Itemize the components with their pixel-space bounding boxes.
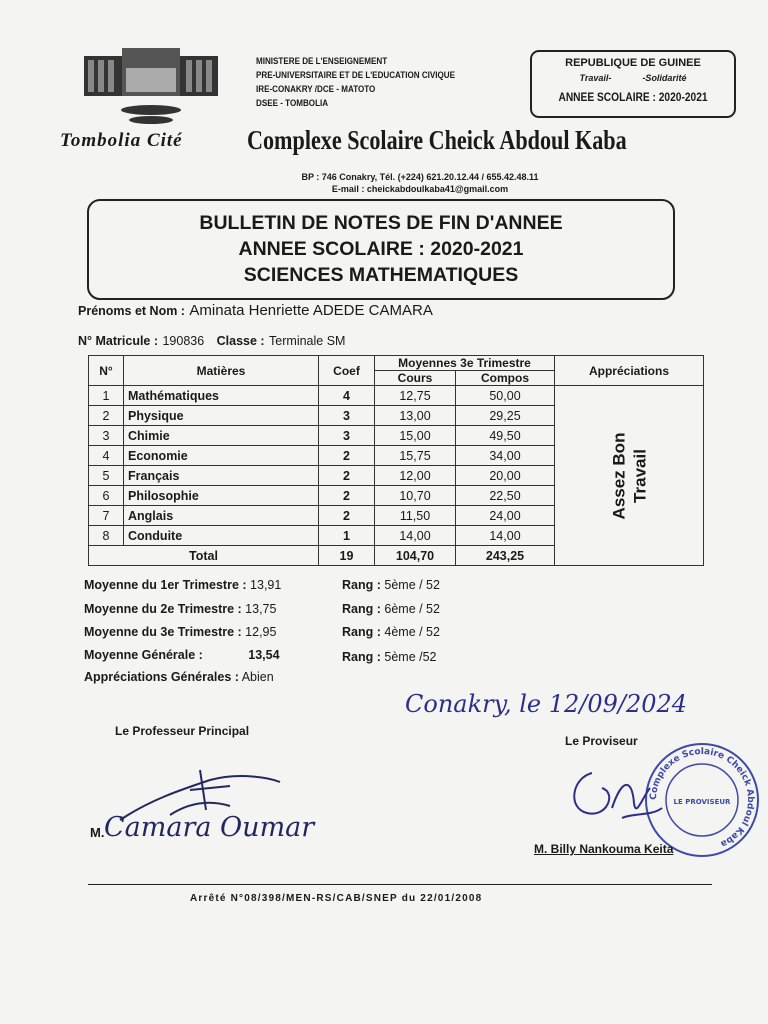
- row-matiere: Physique: [124, 406, 319, 426]
- row-matiere: Mathématiques: [124, 386, 319, 406]
- professor-label: Le Professeur Principal: [115, 724, 250, 738]
- header-moyennes: Moyennes 3e Trimestre: [375, 356, 555, 371]
- school-logo: [80, 48, 222, 126]
- contact-line: BP : 746 Conakry, Tél. (+224) 621.20.12.44 / 655.42.48.11: [301, 172, 539, 182]
- row-coef: 3: [319, 406, 375, 426]
- row-matiere: Conduite: [124, 526, 319, 546]
- classe-label: Classe :: [216, 334, 265, 348]
- footer-divider: [88, 884, 712, 885]
- header-compos: Compos: [456, 371, 555, 386]
- trimester-label: Moyenne Générale :: [84, 648, 203, 662]
- row-cours: 12,75: [375, 386, 456, 406]
- row-no: 3: [89, 426, 124, 446]
- title-line-3: SCIENCES MATHEMATIQUES: [243, 264, 519, 286]
- row-no: 6: [89, 486, 124, 506]
- row-coef: 2: [319, 466, 375, 486]
- row-matiere: Philosophie: [124, 486, 319, 506]
- stamp-ring-text: Complexe Scolaire Cheick Abdoul Kaba: [648, 746, 756, 849]
- header-matieres: Matières: [124, 356, 319, 386]
- footer-decree: Arrêté N°08/398/MEN-RS/CAB/SNEP du 22/01/2008: [190, 893, 483, 904]
- row-no: 2: [89, 406, 124, 426]
- trimester-1-line: [84, 578, 281, 592]
- trimester-label: Moyenne du 2e Trimestre :: [84, 602, 242, 616]
- stamp-center-text: LE PROVISEUR: [673, 798, 731, 806]
- row-compos: 34,00: [456, 446, 555, 466]
- contact-info: [240, 171, 600, 195]
- row-no: 4: [89, 446, 124, 466]
- total-label: Total: [89, 546, 319, 566]
- row-cours: 14,00: [375, 526, 456, 546]
- row-cours: 12,00: [375, 466, 456, 486]
- row-no: 7: [89, 506, 124, 526]
- general-average-rank: [342, 650, 437, 664]
- row-compos: 50,00: [456, 386, 555, 406]
- student-name: Aminata Henriette ADEDE CAMARA: [189, 302, 433, 319]
- row-no: 5: [89, 466, 124, 486]
- row-compos: 14,00: [456, 526, 555, 546]
- professor-name-prefix: M.: [90, 825, 105, 840]
- rang-label: Rang :: [342, 578, 381, 592]
- ministry-line: IRE-CONAKRY /DCE - MATOTO: [256, 84, 376, 95]
- row-matiere: Français: [124, 466, 319, 486]
- trimester-3-line: [84, 625, 276, 639]
- classe-value: Terminale SM: [269, 334, 346, 348]
- table-row: [89, 386, 704, 406]
- trimester-value: 13,75: [245, 602, 277, 616]
- rang-label: Rang :: [342, 602, 381, 616]
- row-compos: 29,25: [456, 406, 555, 426]
- row-matiere: Economie: [124, 446, 319, 466]
- principal-signature: [562, 758, 672, 838]
- row-coef: 1: [319, 526, 375, 546]
- row-compos: 24,00: [456, 506, 555, 526]
- principal-label: Le Proviseur: [565, 734, 638, 748]
- appreciation-line-1: Assez Bon: [608, 432, 628, 519]
- row-compos: 22,50: [456, 486, 555, 506]
- row-cours: 10,70: [375, 486, 456, 506]
- republic-label: REPUBLIQUE DE GUINEE: [565, 57, 701, 69]
- general-appreciation-value: Abien: [241, 670, 274, 684]
- total-coef: 19: [319, 546, 375, 566]
- trimester-label: Moyenne du 1er Trimestre :: [84, 578, 247, 592]
- appreciation-cell: [555, 386, 704, 566]
- grades-table: [88, 355, 704, 566]
- rang-value: 5ème /52: [384, 650, 437, 664]
- header-cours: Cours: [375, 371, 456, 386]
- matricule-label: N° Matricule :: [78, 334, 159, 348]
- ministry-line: PRE-UNIVERSITAIRE ET DE L'EDUCATION CIVIQUE: [256, 70, 456, 81]
- school-name: Complexe Scolaire Cheick Abdoul Kaba: [247, 125, 627, 155]
- header-appreciations: Appréciations: [555, 356, 704, 386]
- general-appreciation-label: Appréciations Générales :: [84, 670, 239, 684]
- rang-value: 4ème / 52: [384, 625, 440, 639]
- row-coef: 2: [319, 486, 375, 506]
- row-cours: 15,00: [375, 426, 456, 446]
- trimester-1-rank: [342, 578, 440, 592]
- trimester-value: 13,91: [250, 578, 282, 592]
- row-no: 1: [89, 386, 124, 406]
- header-coef: Coef: [319, 356, 375, 386]
- row-coef: 2: [319, 506, 375, 526]
- row-matiere: Chimie: [124, 426, 319, 446]
- appreciation-text: [608, 432, 650, 519]
- ministry-line: MINISTERE DE L'ENSEIGNEMENT: [256, 56, 388, 67]
- row-cours: 11,50: [375, 506, 456, 526]
- student-name-line: [78, 302, 433, 320]
- row-cours: 13,00: [375, 406, 456, 426]
- rang-value: 5ème / 52: [384, 578, 440, 592]
- row-coef: 4: [319, 386, 375, 406]
- professor-name: Camara Oumar: [104, 812, 315, 843]
- trimester-3-rank: [342, 625, 440, 639]
- student-id-line: [78, 332, 345, 350]
- row-compos: 20,00: [456, 466, 555, 486]
- general-appreciation-line: [84, 670, 274, 684]
- principal-name: M. Billy Nankouma Keita: [534, 842, 674, 856]
- trimester-2-rank: [342, 602, 440, 616]
- republic-box: [530, 50, 736, 118]
- row-cours: 15,75: [375, 446, 456, 466]
- trimester-value: 12,95: [245, 625, 277, 639]
- school-year-box: ANNEE SCOLAIRE : 2020-2021: [558, 90, 708, 104]
- title-line-2: ANNEE SCOLAIRE : 2020-2021: [238, 238, 524, 260]
- name-label: Prénoms et Nom :: [78, 304, 185, 318]
- motto-left: Travail-: [579, 73, 612, 83]
- school-city: Tombolia Cité: [60, 130, 183, 151]
- trimester-2-line: [84, 602, 276, 616]
- total-cours: 104,70: [375, 546, 456, 566]
- row-no: 8: [89, 526, 124, 546]
- rang-value: 6ème / 52: [384, 602, 440, 616]
- row-coef: 3: [319, 426, 375, 446]
- ministry-line: DSEE - TOMBOLIA: [256, 98, 329, 109]
- header-no: N°: [89, 356, 124, 386]
- row-compos: 49,50: [456, 426, 555, 446]
- total-compos: 243,25: [456, 546, 555, 566]
- motto: [532, 73, 734, 83]
- email-line: E-mail : cheickabdoulkaba41@gmail.com: [331, 184, 509, 194]
- general-average-line: [84, 648, 280, 662]
- rang-label: Rang :: [342, 650, 381, 664]
- matricule-value: 190836: [162, 334, 205, 348]
- rang-label: Rang :: [342, 625, 381, 639]
- motto-right: -Solidarité: [642, 73, 687, 83]
- trimester-value: 13,54: [248, 648, 280, 662]
- bulletin-title-box: [87, 199, 675, 300]
- row-coef: 2: [319, 446, 375, 466]
- row-matiere: Anglais: [124, 506, 319, 526]
- title-line-1: BULLETIN DE NOTES DE FIN D'ANNEE: [199, 212, 563, 234]
- trimester-label: Moyenne du 3e Trimestre :: [84, 625, 242, 639]
- ministry-block: [256, 55, 455, 111]
- place-date: Conakry, le 12/09/2024: [405, 690, 688, 718]
- appreciation-line-2: Travail: [629, 448, 649, 503]
